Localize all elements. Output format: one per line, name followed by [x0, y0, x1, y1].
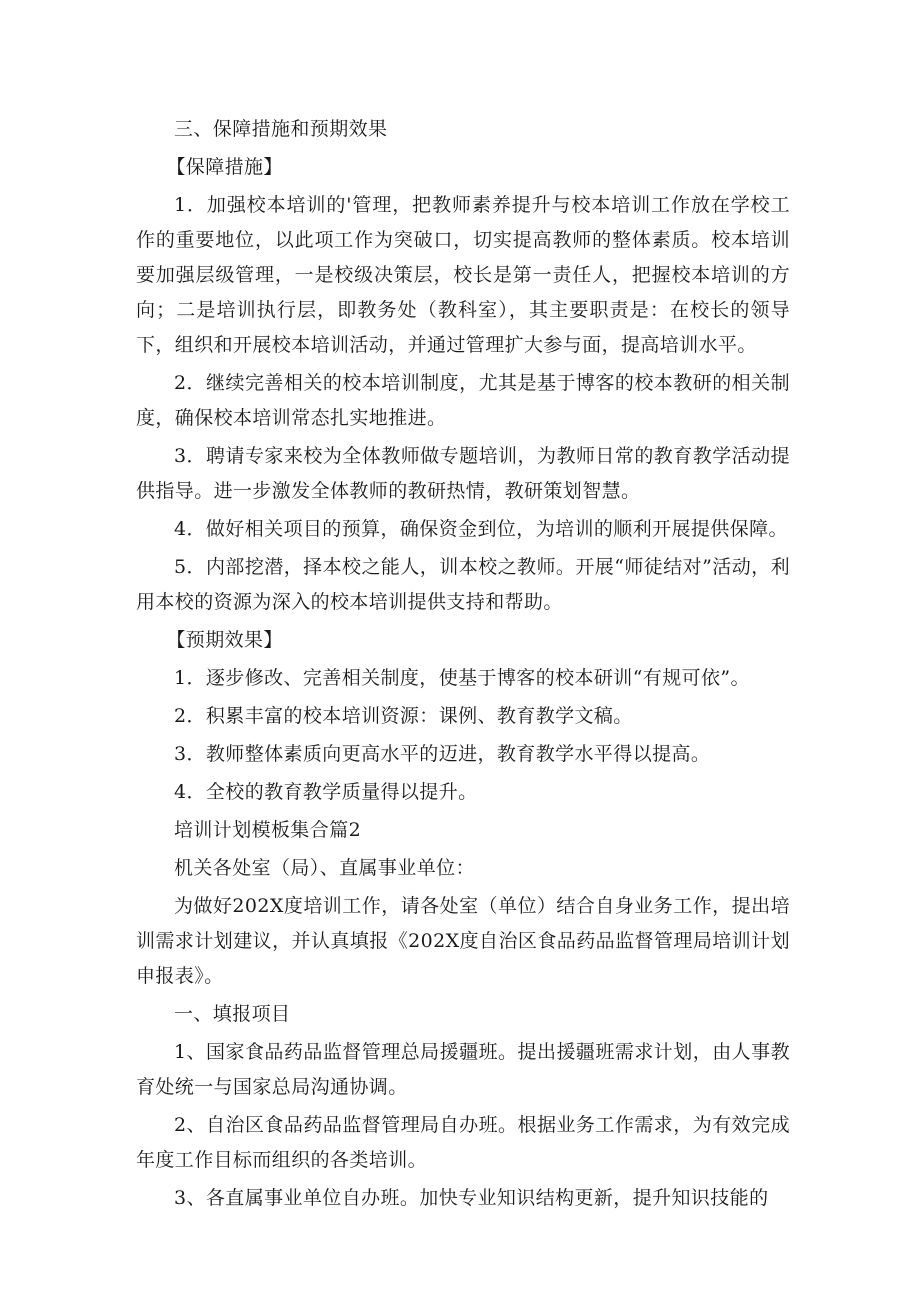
- report-item-1: 1、国家食品药品监督管理总局援疆班。提出援疆班需求计划，由人事教育处统一与国家总局沟通协调。: [136, 1041, 790, 1098]
- guarantee-item-1: 1．加强校本培训的'管理，把教师素养提升与校本培训工作放在学校工作的重要地位，以此项工作为突破口，切实提高教师的整体素质。校本培训要加强层级管理，一是校级决策层，校长是第一责任人，把握校本培训的方向；二是培训执行层，即教务处（教科室），其主要职责是：在校长的领导下，组织和开展校本培训活动，并通过管理扩大参与面，提高培训水平。: [136, 194, 790, 356]
- effect-item-1: 1．逐步修改、完善相关制度，使基于博客的校本研训“有规可依”。: [174, 667, 750, 689]
- report-item-3: 3、各直属事业单位自办班。加快专业知识结构更新，提升知识技能的: [174, 1187, 769, 1209]
- guarantee-item-5: 5．内部挖潜，择本校之能人，训本校之教师。开展“师徒结对”活动，利用本校的资源为深入的校本培训提供支持和帮助。: [136, 556, 790, 613]
- salutation: 机关各处室（局）、直属事业单位：: [174, 857, 475, 879]
- section-1-title: 一、填报项目: [174, 1003, 291, 1025]
- guarantee-heading: 【保障措施】: [166, 156, 283, 178]
- effect-item-4: 4．全校的教育教学质量得以提升。: [174, 781, 478, 803]
- document-body: [136, 112, 790, 1219]
- article-2-title: 培训计划模板集合篇2: [174, 819, 362, 841]
- effect-item-2: 2．积累丰富的校本培训资源：课例、教育教学文稿。: [174, 705, 633, 727]
- report-item-2: 2、自治区食品药品监督管理局自办班。根据业务工作需求，为有效完成年度工作目标而组织的各类培训。: [136, 1114, 790, 1171]
- effect-item-3: 3．教师整体素质向更高水平的迈进，教育教学水平得以提高。: [174, 743, 711, 765]
- guarantee-item-2: 2．继续完善相关的校本培训制度，尤其是基于博客的校本教研的相关制度，确保校本培训常态扎实地推进。: [136, 372, 790, 429]
- guarantee-item-4: 4．做好相关项目的预算，确保资金到位，为培训的顺利开展提供保障。: [174, 518, 788, 540]
- effect-heading: 【预期效果】: [166, 629, 283, 651]
- intro-paragraph: 为做好202X度培训工作，请各处室（单位）结合自身业务工作，提出培训需求计划建议，并认真填报《202X度自治区食品药品监督管理局培训计划申报表》。: [136, 895, 790, 987]
- guarantee-item-3: 3．聘请专家来校为全体教师做专题培训，为教师日常的教育教学活动提供指导。进一步激发全体教师的教研热情，教研策划智慧。: [136, 445, 790, 502]
- section-3-title: 三、保障措施和预期效果: [174, 118, 388, 140]
